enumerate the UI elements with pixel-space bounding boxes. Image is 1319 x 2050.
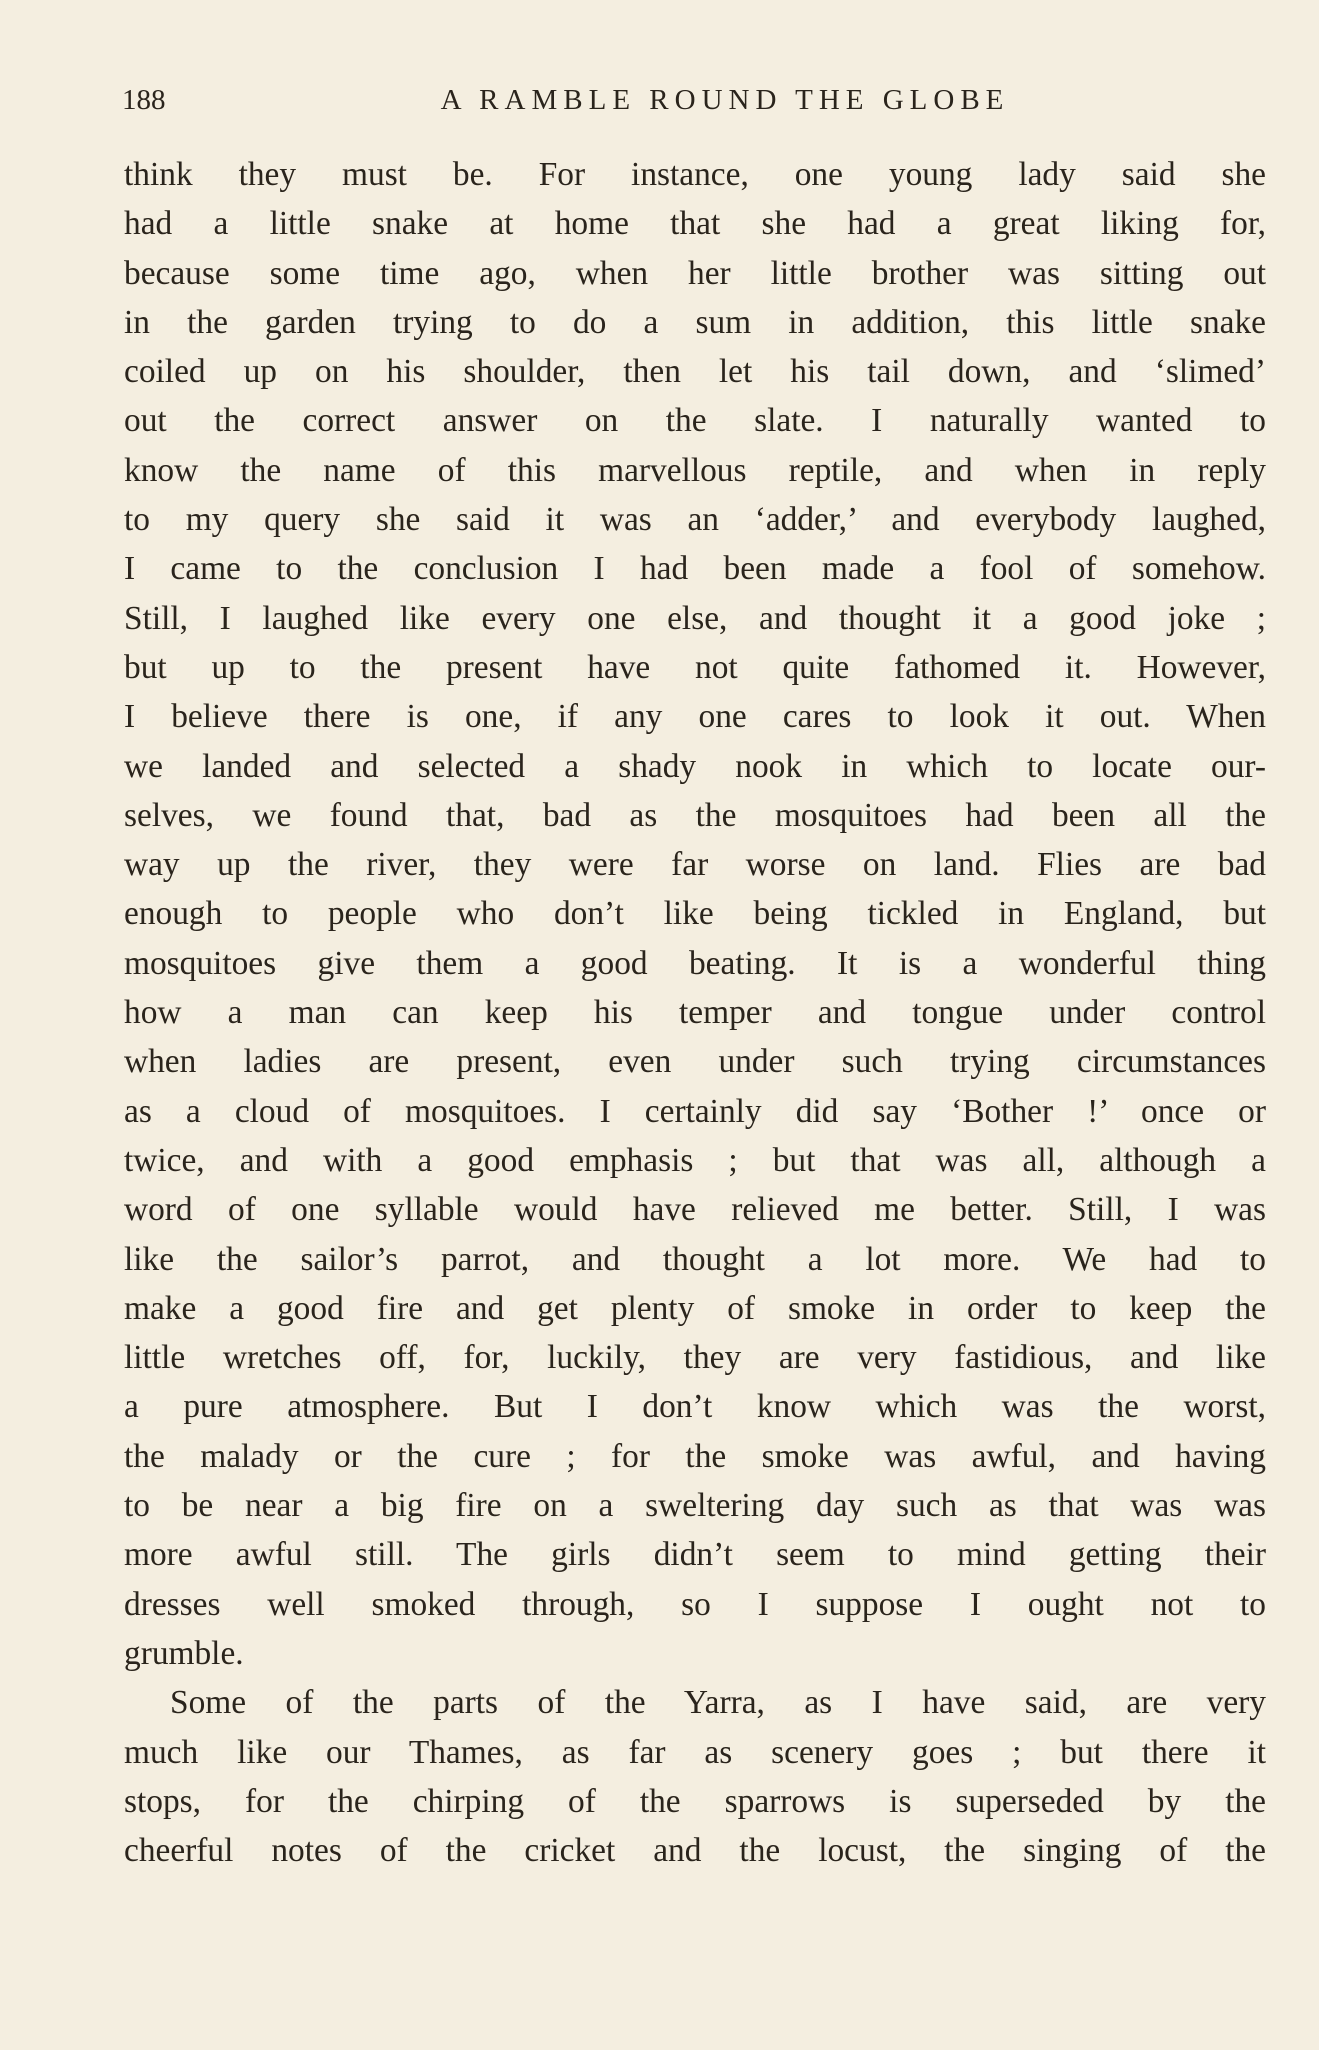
page-number: 188 — [122, 84, 166, 116]
text-line: little wretches off, for, luckily, they are very fastidious, and like — [124, 1339, 1266, 1377]
text-line: much like our Thames, as far as scenery goes ; but there it — [124, 1733, 1266, 1771]
running-head — [122, 84, 1268, 128]
text-line: mosquitoes give them a good beating. It is a wonderful thing — [124, 944, 1266, 982]
text-line: to be near a big fire on a sweltering day such as that was was — [124, 1487, 1266, 1525]
text-line: twice, and with a good emphasis ; but that was all, although a — [124, 1141, 1266, 1179]
text-line: selves, we found that, bad as the mosquitoes had been all the — [124, 796, 1266, 834]
text-line: word of one syllable would have relieved me better. Still, I was — [124, 1191, 1266, 1229]
text-line: Still, I laughed like every one else, and thought it a good joke ; — [124, 599, 1266, 637]
text-line: we landed and selected a shady nook in which to locate our- — [124, 747, 1266, 785]
text-line: dresses well smoked through, so I suppose I ought not to — [124, 1585, 1266, 1623]
text-line: way up the river, they were far worse on land. Flies are bad — [124, 846, 1266, 884]
text-line: because some time ago, when her little brother was sitting out — [124, 254, 1266, 292]
text-line: how a man can keep his temper and tongue under control — [124, 994, 1266, 1032]
text-line: stops, for the chirping of the sparrows is superseded by the — [124, 1782, 1266, 1820]
text-line: when ladies are present, even under such trying circumstances — [124, 1043, 1266, 1081]
text-line: know the name of this marvellous reptile, and when in reply — [124, 451, 1266, 489]
running-title: A RAMBLE ROUND THE GLOBE — [440, 84, 1010, 116]
text-line: think they must be. For instance, one young lady said she — [124, 156, 1266, 193]
text-line: enough to people who don’t like being tickled in England, but — [124, 895, 1266, 933]
text-line: to my query she said it was an ‘adder,’ and everybody laughed, — [124, 501, 1266, 539]
paragraph-start-line: Some of the parts of the Yarra, as I have said, are very — [170, 1684, 1266, 1722]
text-line: but up to the present have not quite fathomed it. However, — [124, 648, 1266, 686]
text-line: the malady or the cure ; for the smoke was awful, and having — [124, 1437, 1266, 1475]
paragraph-end-line: grumble. — [124, 1634, 244, 1672]
text-line: I came to the conclusion I had been made a fool of somehow. — [124, 550, 1266, 588]
body-text — [124, 150, 1266, 1875]
text-line: as a cloud of mosquitoes. I certainly did say ‘Bother !’ once or — [124, 1092, 1266, 1130]
text-line: more awful still. The girls didn’t seem to mind getting their — [124, 1536, 1266, 1574]
text-line: coiled up on his shoulder, then let his tail down, and ‘slimed’ — [124, 353, 1266, 391]
text-line: a pure atmosphere. But I don’t know which was the worst, — [124, 1388, 1266, 1426]
text-line: out the correct answer on the slate. I naturally wanted to — [124, 402, 1266, 440]
text-line: I believe there is one, if any one cares to look it out. When — [124, 698, 1266, 736]
text-line: in the garden trying to do a sum in addition, this little snake — [124, 303, 1266, 341]
text-line: like the sailor’s parrot, and thought a lot more. We had to — [124, 1240, 1266, 1278]
text-line: had a little snake at home that she had a great liking for, — [124, 205, 1266, 243]
text-line: make a good fire and get plenty of smoke in order to keep the — [124, 1289, 1266, 1327]
text-line: cheerful notes of the cricket and the locust, the singing of the — [124, 1832, 1266, 1870]
